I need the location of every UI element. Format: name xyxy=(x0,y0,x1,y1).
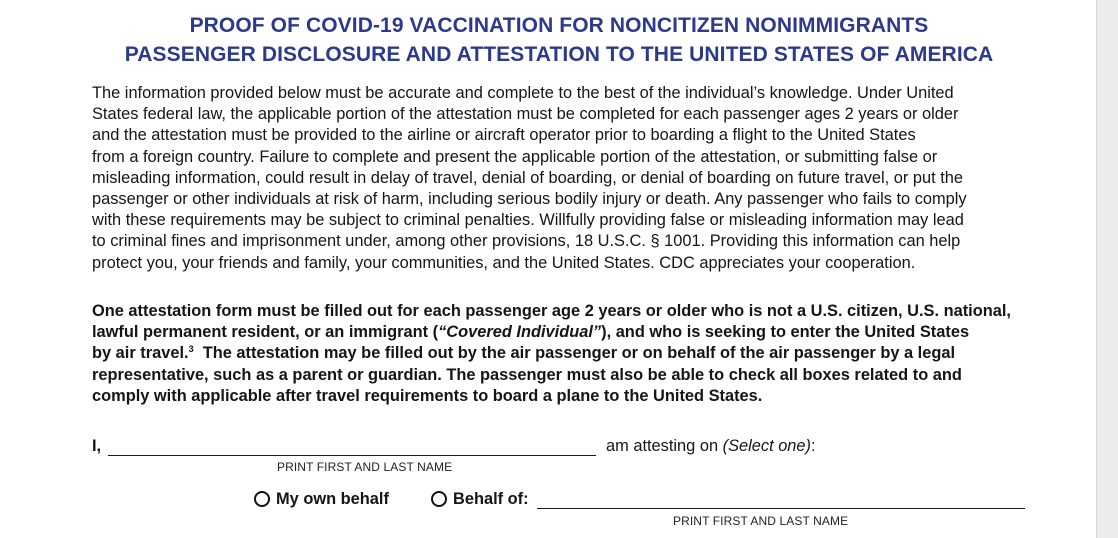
intro-line: and the attestation must be provided to the airline or aircraft operator prior to boarding a flight to the United States xyxy=(92,126,916,145)
intro-line: States federal law, the applicable portion of the attestation must be completed for each passenger ages 2 years or older xyxy=(92,105,959,124)
covered-individual-term: “Covered Individual” xyxy=(438,323,602,342)
intro-line: passenger or other individuals at risk of harm, including serious bodily injury or death. Any passenger who fails to comply xyxy=(92,190,967,209)
attester-name-field[interactable] xyxy=(108,455,596,456)
own-behalf-radio[interactable] xyxy=(254,491,270,507)
intro-line: to criminal fines and imprisonment under, among other provisions, 18 U.S.C. § 1001. Providing this information can help xyxy=(92,232,961,251)
attesting-on-label xyxy=(606,437,816,456)
notice-paragraph xyxy=(92,301,1052,407)
intro-paragraph xyxy=(92,83,1052,274)
intro-line: from a foreign country. Failure to complete and present the applicable portion of the attestation, or submitting false or xyxy=(92,147,938,166)
attesting-text: am attesting on xyxy=(606,437,723,455)
behalf-of-radio[interactable] xyxy=(431,491,447,507)
notice-line xyxy=(92,322,1052,343)
behalf-name-caption: PRINT FIRST AND LAST NAME xyxy=(673,514,849,528)
notice-line xyxy=(92,343,1052,364)
notice-line: representative, such as a parent or guardian. The passenger must also be able to check all boxes related to and xyxy=(92,365,962,384)
intro-line: misleading information, could result in delay of travel, denial of boarding, or denial of boarding on future travel, or put the xyxy=(92,168,964,187)
behalf-of-label[interactable]: Behalf of: xyxy=(453,490,529,508)
select-one-hint: (Select one) xyxy=(722,437,811,455)
notice-text: The attestation may be filled out by the air passenger or on behalf of the air passenger by a legal xyxy=(193,344,956,363)
i-label: I, xyxy=(92,437,102,455)
attesting-colon: : xyxy=(811,437,816,455)
intro-line: with these requirements may be subject to criminal penalties. Willfully providing false or misleading information may lead xyxy=(92,211,964,230)
intro-line: The information provided below must be accurate and complete to the best of the individual’s knowledge. Under United xyxy=(92,84,954,102)
attester-name-caption: PRINT FIRST AND LAST NAME xyxy=(277,460,453,474)
notice-line: comply with applicable after travel requirements to board a plane to the United States. xyxy=(92,386,763,405)
notice-line: One attestation form must be filled out for each passenger age 2 years or older who is not a U.S. citizen, U.S. national, xyxy=(92,302,1011,320)
own-behalf-label[interactable]: My own behalf xyxy=(276,490,389,508)
footnote-marker: 3 xyxy=(188,344,194,355)
form-title-line-2: PASSENGER DISCLOSURE AND ATTESTATION TO THE UNITED STATES OF AMERICA xyxy=(124,43,994,66)
behalf-of-name-field[interactable] xyxy=(537,508,1025,509)
notice-text: ), and who is seeking to enter the United States xyxy=(601,323,970,342)
form-title-line-1: PROOF OF COVID-19 VACCINATION FOR NONCITIZEN NONIMMIGRANTS xyxy=(189,14,929,37)
notice-text: by air travel. xyxy=(92,344,189,363)
intro-line: protect you, your friends and family, your communities, and the United States. CDC appreciates your cooperation. xyxy=(92,253,916,272)
notice-text: lawful permanent resident, or an immigrant ( xyxy=(92,323,439,342)
